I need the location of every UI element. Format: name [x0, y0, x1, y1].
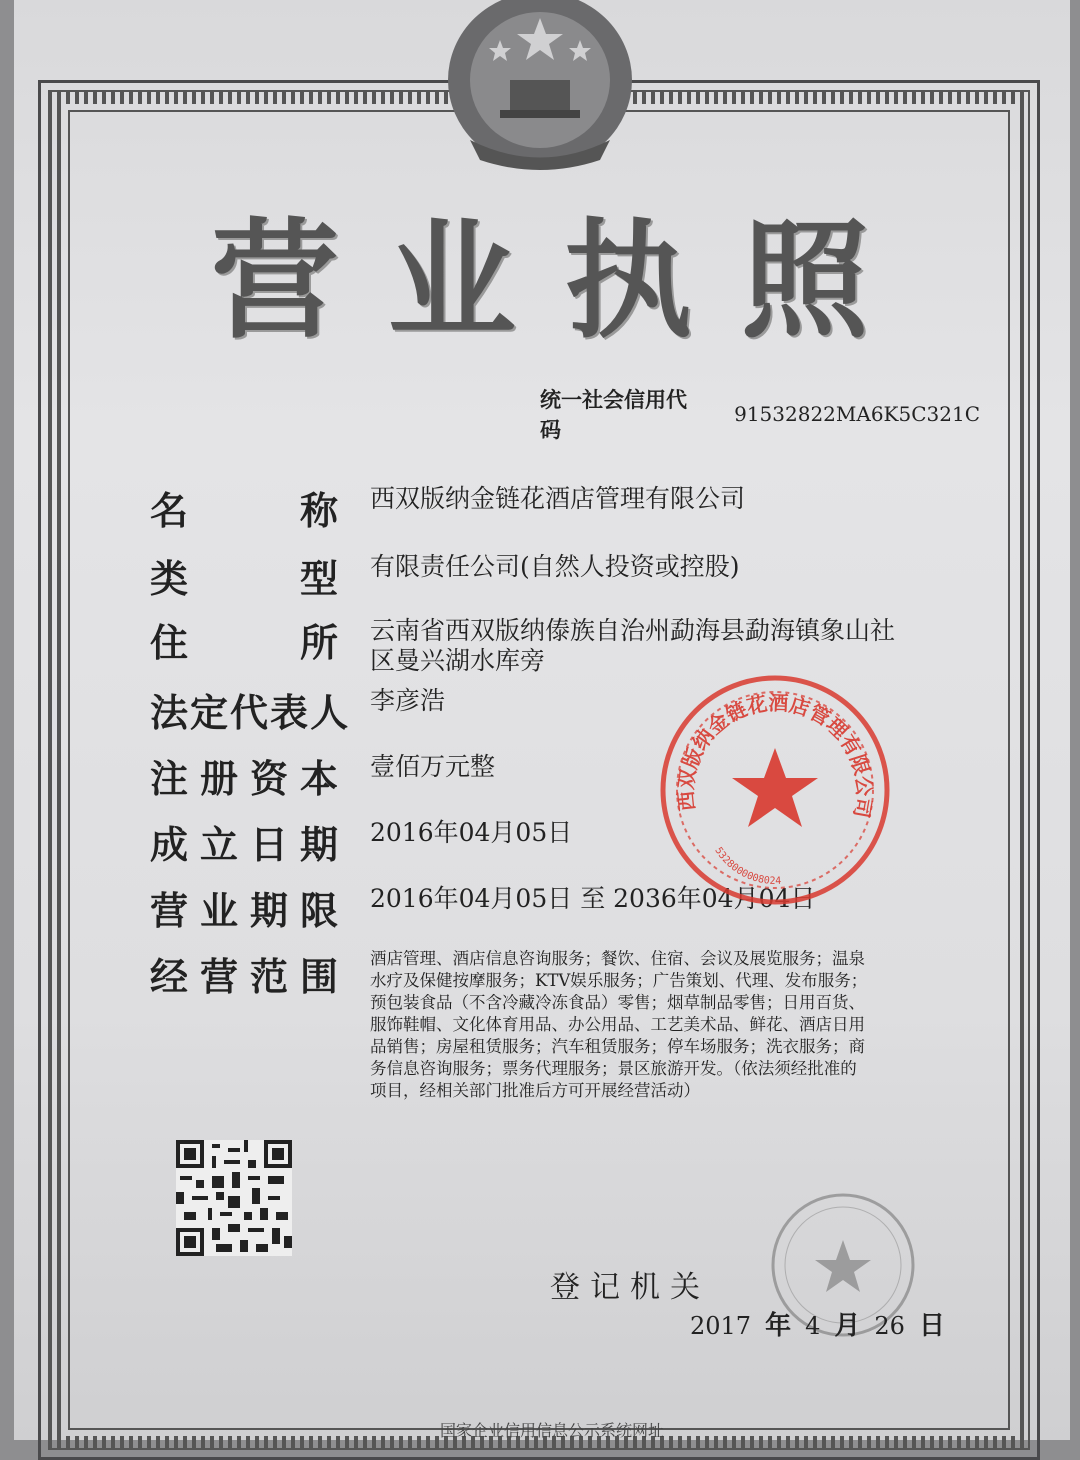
- field-value: 2016年04月05日: [370, 818, 573, 847]
- svg-text:5328000008024: [712, 846, 781, 887]
- field-scope: [150, 946, 990, 1102]
- date-year-unit: 年: [765, 1311, 792, 1341]
- field-name: [150, 480, 990, 535]
- field-label: 注 册 资 本: [150, 757, 340, 801]
- footer-text: 国家企业信用信息公示系统网址: [440, 1421, 665, 1440]
- field-value: 酒店管理、酒店信息咨询服务；餐饮、住宿、会议及展览服务；温泉水疗及保健按摩服务；KTV娱乐服务；广告策划、代理、发布服务；预包装食品（不含冷藏冷冻食品）零售；烟草制品零售；日用百货、服饰鞋帽、文化体育用品、办公用品、工艺美术品、鲜花、酒店日用品销售；房屋租赁服务；汽车租赁服务；停车场服务；洗衣服务；商务信息咨询服务；票务代理服务；景区旅游开发。（依法须经批准的项目，经相关部门批准后方可开展经营活动）: [370, 949, 868, 1100]
- field-type: [150, 548, 990, 603]
- title-char: 照: [740, 207, 869, 356]
- registration-authority-label: 登记机关: [550, 1270, 710, 1305]
- date-day-unit: 日: [918, 1311, 945, 1341]
- seal-text: 西双版纳金链花酒店管理有限公司: [673, 690, 877, 820]
- field-label: 成 立 日 期: [150, 823, 340, 867]
- seal-number: 5328000008024: [712, 845, 782, 888]
- field-label: 营 业 期 限: [150, 889, 340, 933]
- field-value: 西双版纳金链花酒店管理有限公司: [370, 484, 746, 513]
- national-emblem-icon: [440, 0, 640, 170]
- license-title: [200, 190, 880, 356]
- credit-code-value: 91532822MA6K5C321C: [734, 402, 980, 426]
- field-value: 李彦浩: [370, 686, 446, 715]
- date-year: 2017: [690, 1312, 752, 1340]
- field-label: 住 所: [150, 621, 340, 665]
- field-value: 有限责任公司(自然人投资或控股): [370, 552, 740, 581]
- credit-code-line: [540, 384, 980, 444]
- date-month: 4: [805, 1312, 821, 1340]
- title-char: 营: [210, 207, 339, 356]
- qr-code-icon: [176, 1140, 292, 1256]
- field-label: 经 营 范 围: [150, 955, 340, 999]
- field-label: 名 称: [150, 489, 340, 533]
- date-day: 26: [874, 1312, 905, 1340]
- title-char: 业: [387, 207, 516, 356]
- field-value: 2016年04月05日 至 2036年04月04日: [370, 884, 816, 913]
- field-value: 云南省西双版纳傣族自治州勐海县勐海镇象山社区曼兴湖水库旁: [370, 616, 896, 675]
- credit-code-label: 统一社会信用代码: [540, 388, 687, 442]
- date-month-unit: 月: [834, 1311, 861, 1341]
- registration-date: [690, 1305, 945, 1342]
- title-char: 执: [564, 207, 693, 356]
- field-label: 类 型: [150, 557, 340, 601]
- field-label: 法 定 代 表 人: [150, 691, 351, 735]
- field-value: 壹佰万元整: [370, 752, 496, 781]
- field-address: [150, 612, 990, 676]
- company-seal: [655, 670, 895, 910]
